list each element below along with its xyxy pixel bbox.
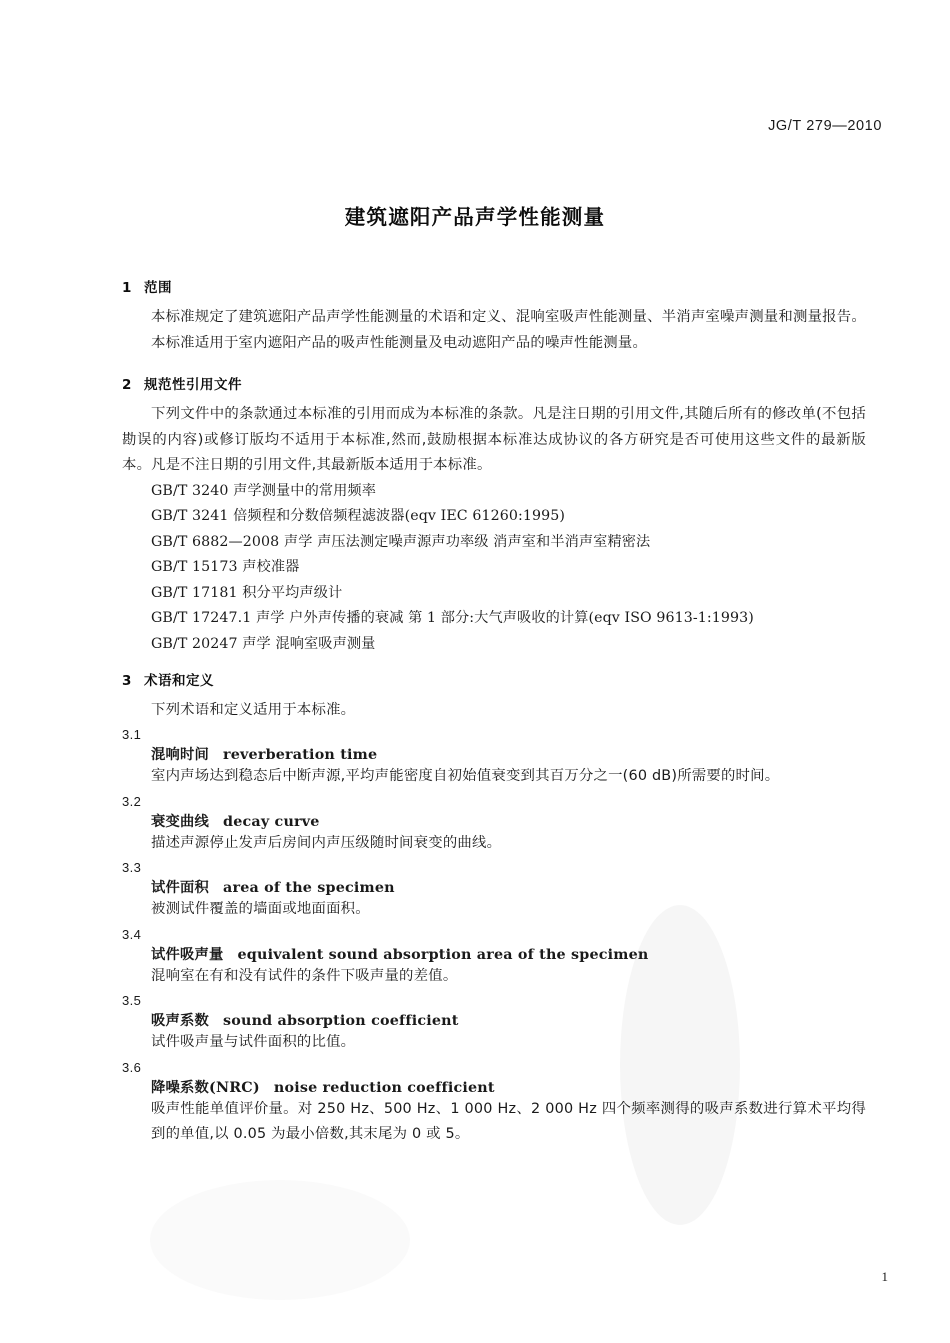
term-name-cn: 混响时间 (151, 747, 209, 764)
section-title-2: 规范性引用文件 (144, 377, 242, 393)
reference-item: GB/T 3241 倍频程和分数倍频程滤波器(eqv IEC 61260:1995) (151, 508, 565, 525)
term-number: 3.6 (122, 1059, 142, 1075)
term-number: 3.2 (122, 793, 142, 809)
reference-item: GB/T 17181 积分平均声级计 (151, 584, 343, 601)
term-name-cn: 试件面积 (151, 880, 209, 897)
term-name (122, 1075, 866, 1097)
section-number-2: 2 (122, 377, 132, 393)
term-name-cn: 吸声系数 (151, 1013, 209, 1030)
section-3-paragraph-1: 下列术语和定义适用于本标准。 (151, 701, 356, 718)
reference-item: GB/T 3240 声学测量中的常用频率 (151, 482, 377, 499)
term-name-cn: 衰变曲线 (151, 813, 209, 830)
reference-item: GB/T 15173 声校准器 (151, 559, 300, 576)
page-number: 1 (881, 1269, 888, 1284)
scan-artifact (150, 1180, 410, 1300)
term-name-en: reverberation time (223, 747, 378, 764)
term-name-en: decay curve (223, 813, 320, 830)
section-heading-1 (122, 276, 866, 296)
standard-code-header: JG/T 279—2010 (768, 118, 882, 134)
term-name (122, 809, 866, 831)
section-1-paragraph-2: 本标准适用于室内遮阳产品的吸声性能测量及电动遮阳产品的噪声性能测量。 (151, 334, 648, 351)
reference-item: GB/T 17247.1 声学 户外声传播的衰减 第 1 部分:大气声吸收的计算(eqv ISO 9613-1:1993) (151, 610, 754, 627)
section-heading-3 (122, 669, 866, 689)
term-definition: 室内声场达到稳态后中断声源,平均声能密度自初始值衰变到其百万分之一(60 dB)所需要的时间。 (151, 768, 780, 785)
reference-item: GB/T 20247 声学 混响室吸声测量 (151, 636, 376, 653)
term-name-cn: 降噪系数(NRC) (151, 1079, 260, 1096)
term-definition: 试件吸声量与试件面积的比值。 (151, 1034, 356, 1051)
section-1-paragraph-1: 本标准规定了建筑遮阳产品声学性能测量的术语和定义、混响室吸声性能测量、半消声室噪声测量和测量报告。 (151, 309, 866, 325)
term-name-en: sound absorption coefficient (223, 1013, 459, 1030)
reference-item: GB/T 6882—2008 声学 声压法测定噪声源声功率级 消声室和半消声室精密法 (151, 533, 651, 550)
section-2-paragraph-1: 下列文件中的条款通过本标准的引用而成为本标准的条款。凡是注日期的引用文件,其随后所有的修改单(不包括勘误的内容)或修订版均不适用于本标准,然而,鼓励根据本标准达成协议的各方研究是否可使用这些文件的最新版本。凡是不注日期的引用文件,其最新版本适用于本标准。 (122, 406, 866, 473)
page-title: 建筑遮阳产品声学性能测量 (344, 205, 606, 229)
term-definition: 混响室在有和没有试件的条件下吸声量的差值。 (151, 967, 458, 984)
section-title-3: 术语和定义 (144, 672, 214, 689)
term-name-en: equivalent sound absorption area of the specimen (237, 946, 649, 963)
term-name (122, 875, 866, 897)
section-number-3: 3 (122, 672, 132, 689)
term-name-en: noise reduction coefficient (273, 1079, 495, 1096)
term-name (122, 1008, 866, 1030)
section-title-1: 范围 (144, 280, 172, 296)
term-name-cn: 试件吸声量 (151, 946, 224, 963)
section-number-1: 1 (122, 280, 132, 296)
term-definition: 吸声性能单值评价量。对 250 Hz、500 Hz、1 000 Hz、2 000 Hz 四个频率测得的吸声系数进行算术平均得到的单值,以 0.05 为最小倍数,其末尾为 0 或 5。 (151, 1100, 866, 1143)
section-heading-2 (122, 373, 866, 393)
term-number: 3.1 (122, 727, 142, 743)
term-definition: 被测试件覆盖的墙面或地面面积。 (151, 901, 370, 918)
term-number: 3.4 (122, 926, 142, 942)
term-name (122, 742, 866, 764)
term-name (122, 942, 866, 964)
document-body (122, 276, 866, 1148)
term-number: 3.3 (122, 860, 142, 876)
term-name-en: area of the specimen (223, 880, 395, 897)
term-number: 3.5 (122, 993, 142, 1009)
term-definition: 描述声源停止发声后房间内声压级随时间衰变的曲线。 (151, 834, 502, 851)
